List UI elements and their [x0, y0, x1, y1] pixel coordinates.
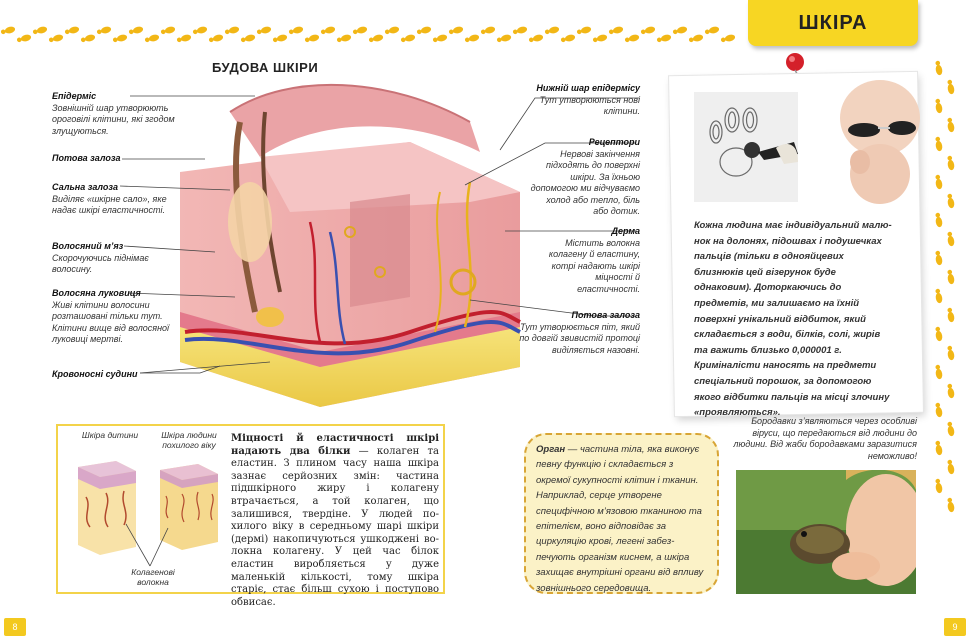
footprint-icon — [946, 421, 955, 436]
footprint-icon — [934, 60, 943, 75]
footprint-icon — [946, 231, 955, 246]
footprint-icon — [432, 34, 448, 44]
footprint-icon — [934, 288, 943, 303]
footprint-icon — [288, 26, 304, 36]
fingerprint-text: Кожна людина має індивідуальний малюнок на долонях, підошвах і подушечках пальців (тільки в однояйцевих близнюків цей візерунок буде однаковим). Доторкаючись до предметів, ми залишаємо на їхній поверхні унікальний відбиток, який складається з води, білків, солі, жирів та важить близько 0,000001 г. Криміналісти наносять на предмети спеціальний порошок, за допомогою якого відбитки пальців на місці злочину «проявляються». — [694, 220, 892, 419]
footprint-icon — [946, 345, 955, 360]
footprint-icon — [934, 212, 943, 227]
caption-child-skin: Шкіра дитини — [81, 430, 139, 440]
footprint-icon — [672, 26, 688, 36]
baby-with-sunglasses-photo — [820, 78, 930, 208]
footprint-icon — [80, 34, 96, 44]
caption-collagen-fibers: Колагенові волокна — [131, 567, 175, 587]
footprint-icon — [946, 307, 955, 322]
footprint-icon — [336, 34, 352, 44]
fiber-leader-lines — [120, 520, 170, 568]
footprint-icon — [256, 26, 272, 36]
footprint-icon — [946, 155, 955, 170]
organ-definition-text — [536, 442, 708, 596]
organ-term: Орган — [536, 444, 566, 455]
page-number-left: 8 — [4, 618, 26, 636]
section-title: ШКІРА — [798, 12, 868, 34]
footprint-icon — [720, 34, 735, 44]
footprint-icon — [144, 34, 160, 44]
footprint-icon — [624, 34, 640, 44]
footprint-icon — [416, 26, 432, 36]
caption-elder-skin: Шкіра людини похилого віку — [161, 430, 217, 450]
footprint-icon — [934, 326, 943, 341]
footprint-icon — [400, 34, 416, 44]
footprint-icon — [64, 26, 80, 36]
footprint-icon — [112, 34, 128, 44]
footprint-border-right — [925, 60, 965, 530]
footprint-icon — [160, 26, 176, 36]
footprint-icon — [128, 26, 144, 36]
diagram-heading: БУДОВА ШКІРИ — [212, 60, 319, 75]
footprint-icon — [368, 34, 384, 44]
label-sweat-gland-right: Потова залоза Тут утворюється піт, який по довгій звивистій протоці виділяється назовні. — [519, 310, 640, 355]
label-sweat-gland-left: Потова залоза — [52, 153, 121, 163]
footprint-icon — [946, 79, 955, 94]
footprint-icon — [96, 26, 112, 36]
footprint-icon — [192, 26, 208, 36]
footprint-icon — [352, 26, 368, 36]
section-title-tab — [748, 0, 918, 46]
footprint-icon — [640, 26, 656, 36]
footprint-border-top — [0, 20, 735, 50]
footprint-icon — [384, 26, 400, 36]
footprint-icon — [304, 34, 320, 44]
skin-aging-text — [231, 433, 439, 609]
footprint-icon — [512, 26, 528, 36]
footprint-icon — [0, 26, 16, 36]
footprint-icon — [528, 34, 544, 44]
footprint-icon — [608, 26, 624, 36]
footprint-icon — [320, 26, 336, 36]
footprint-icon — [496, 34, 512, 44]
footprint-icon — [480, 26, 496, 36]
label-hair-muscle: Волосяний м’яз Скорочуючись піднімає волосину. — [52, 241, 149, 274]
footprint-icon — [946, 497, 955, 512]
footprint-icon — [934, 250, 943, 265]
footprint-icon — [16, 34, 32, 44]
label-lower-epidermis: Нижній шар епідермісу Тут утворюються нові клітини. — [536, 83, 640, 116]
organ-body: — частина тіла, яка виконує певну функцію і складається з окремої сукупності клітин і тканин. Наприклад, серце утворене специфічною м’язовою тканиною та епітелієм, воно відповідає за циркуляцію крові, легені забезпечують організм киснем, а шкіра захищає внутрішні органи від впливу зовнішнього середовища. — [536, 444, 704, 594]
label-receptors: Рецептори Нервові закінчення підходять до поверхні шкіри. За їхньою допомогою ми відчуваємо холод або тепло, біль або дотик. — [530, 137, 640, 216]
footprint-icon — [272, 34, 288, 44]
footprint-icon — [946, 193, 955, 208]
footprint-icon — [224, 26, 240, 36]
footprint-icon — [934, 440, 943, 455]
footprint-icon — [656, 34, 672, 44]
fingerprint-photo — [694, 92, 798, 202]
footprint-icon — [946, 459, 955, 474]
skin-aging-lead: Міцності й еластичності шкірі надають два білки — [231, 433, 439, 457]
label-epidermis: Епідерміс Зовнішній шар утворюють ороговілі клітини, які згодом злущуються. — [52, 91, 175, 136]
footprint-icon — [176, 34, 192, 44]
footprint-icon — [32, 26, 48, 36]
footprint-icon — [576, 26, 592, 36]
label-dermis: Дерма Містить волокна колагену й еластину, котрі надають шкірі міцності й еластичності. — [548, 226, 640, 294]
label-hair-bulb: Волосяна луковиця Живі клітини волосини розташовані тільки тут. Клітини вище від волосяної луковиці мертві. — [52, 288, 170, 344]
footprint-icon — [704, 26, 720, 36]
footprint-icon — [934, 98, 943, 113]
footprint-icon — [448, 26, 464, 36]
footprint-icon — [240, 34, 256, 44]
footprint-icon — [208, 34, 224, 44]
footprint-icon — [946, 383, 955, 398]
footprint-icon — [592, 34, 608, 44]
footprint-icon — [48, 34, 64, 44]
skin-cross-section-illustration — [170, 82, 530, 422]
footprint-icon — [946, 117, 955, 132]
footprint-icon — [946, 269, 955, 284]
skin-aging-body: — колаген та еластин. З плином часу наша шкіра зазнає серйозних змін: частина підшкірного жиру і колагену втрачається, а той колаген, що залишився, твердіне. У людей похилого віку в середньому шарі шкіри (дермі) накопичуються ушкоджені волокна колагену. У цей час білок еластин виробляється у дуже маленькій кількості, тому шкіра старіє, стає більш сухою і поступово обвисає. — [231, 445, 439, 608]
footprint-icon — [934, 364, 943, 379]
footprint-icon — [934, 136, 943, 151]
warts-caption: Бородавки з’являються через особливі віруси, що передаються від людини до людини. Від жаби бородавками заразитися неможливо! — [733, 416, 917, 461]
child-kissing-toad-photo — [736, 470, 916, 594]
footprint-icon — [544, 26, 560, 36]
label-blood-vessels: Кровоносні судини — [52, 369, 138, 379]
page-number-right: 9 — [944, 618, 966, 636]
footprint-icon — [934, 478, 943, 493]
footprint-icon — [560, 34, 576, 44]
footprint-icon — [688, 34, 704, 44]
label-sebaceous-gland: Сальна залоза Виділяє «шкірне сало», яке надає шкірі еластичності. — [52, 182, 167, 215]
footprint-icon — [934, 402, 943, 417]
footprint-icon — [934, 174, 943, 189]
footprint-icon — [464, 34, 480, 44]
